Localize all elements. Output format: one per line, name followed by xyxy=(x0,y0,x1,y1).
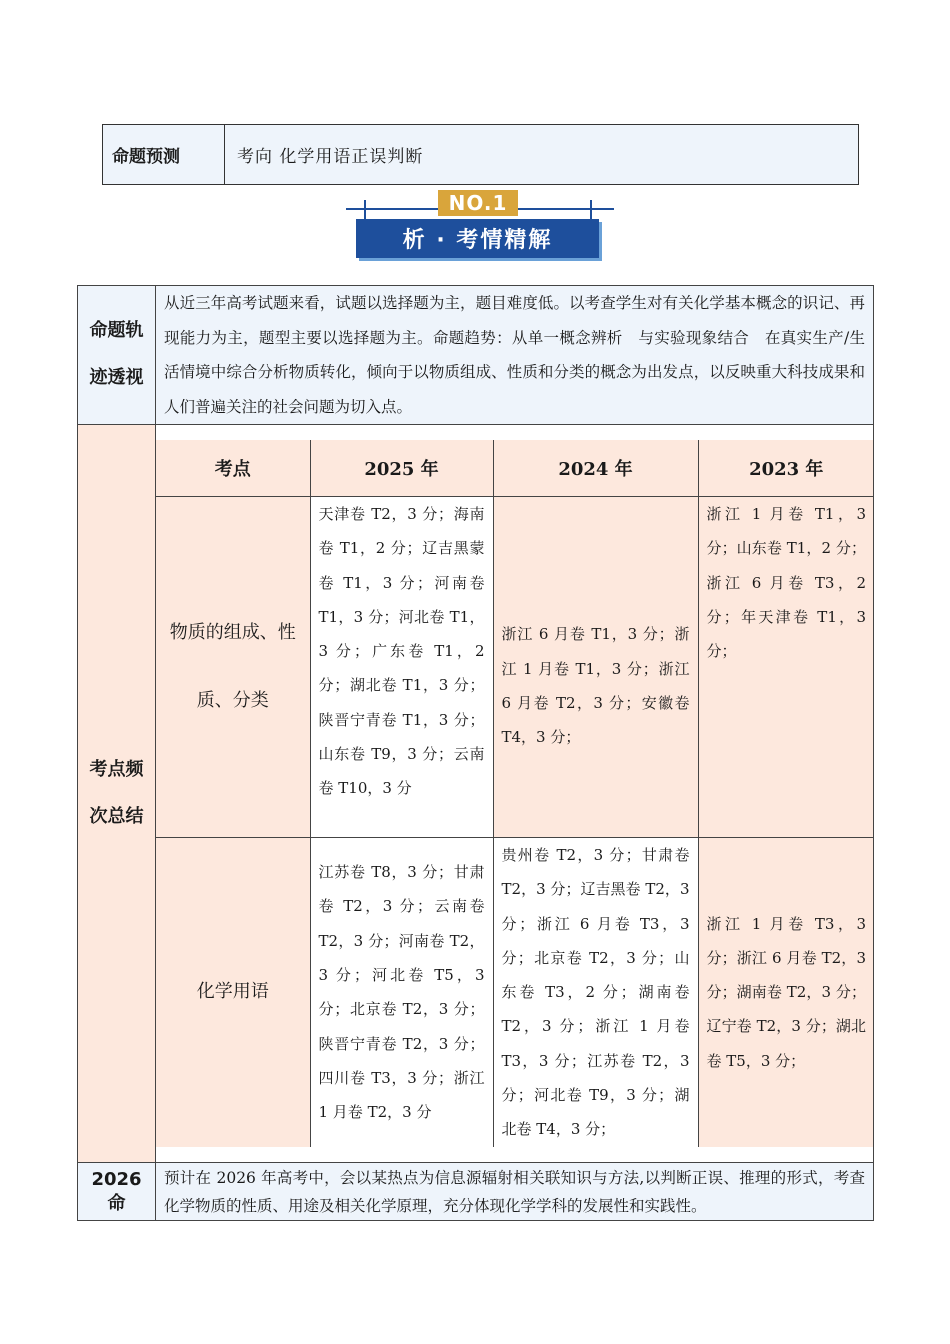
summary-table xyxy=(156,440,874,1146)
cell-2024: 贵州卷 T2，3 分；甘肃卷 T2，3 分；辽吉黑卷 T2，3 分；浙江 6 月卷 T3，3 分；北京卷 T2，3 分；山东卷 T3，2 分；湖南卷 T2，3 分；浙江 1 月卷 T3，3 分；江苏卷 T2，3 分；河北卷 T9，3 分；湖北卷 T4，3 分； xyxy=(493,837,698,1146)
banner-line-right xyxy=(590,200,592,220)
analysis-table xyxy=(77,285,874,1221)
summary-label: 考点频 次总结 xyxy=(78,425,156,1163)
cell-2023: 浙江 1 月卷 T3，3 分；浙江 6 月卷 T2，3 分；湖南卷 T2，3 分；辽宁卷 T2，3 分；湖北卷 T5，3 分； xyxy=(698,837,874,1146)
trajectory-label: 命题轨 迹透视 xyxy=(78,286,156,425)
forecast-label: 2026 命 xyxy=(78,1163,156,1221)
cell-2025: 天津卷 T2，3 分；海南卷 T1，2 分；辽吉黑蒙卷 T1，3 分；河南卷 T1，3 分；河北卷 T1，3 分；广东卷 T1，2 分；湖北卷 T1，3 分；陕晋宁青卷 T1，3 分；山东卷 T9，3 分；云南卷 T10，3 分 xyxy=(310,496,493,837)
section-banner xyxy=(346,186,614,260)
table-row xyxy=(156,837,874,1146)
header-2023: 2023 年 xyxy=(698,440,874,496)
banner-line-left xyxy=(364,200,366,220)
summary-header-row xyxy=(156,440,874,496)
header-2025: 2025 年 xyxy=(310,440,493,496)
cell-2025: 江苏卷 T8，3 分；甘肃卷 T2，3 分；云南卷 T2，3 分；河南卷 T2，3 分；河北卷 T5，3 分；北京卷 T2，3 分；陕晋宁青卷 T2，3 分；四川卷 T3，3 分；浙江 1 月卷 T2，3 分 xyxy=(310,837,493,1146)
banner-title: 析 · 考情精解 xyxy=(356,219,599,258)
summary-row xyxy=(78,425,874,1163)
header-2024: 2024 年 xyxy=(493,440,698,496)
header-topic: 考点 xyxy=(156,440,310,496)
banner-tag: NO.1 xyxy=(438,190,518,216)
prediction-label: 命题预测 xyxy=(103,125,225,184)
forecast-row xyxy=(78,1163,874,1221)
forecast-text: 预计在 2026 年高考中，会以某热点为信息源辐射相关联知识与方法,以判断正误、推理的形式，考查化学物质的性质、用途及相关化学原理，充分体现化学学科的发展性和实践性。 xyxy=(156,1163,874,1221)
topic-cell: 物质的组成、性 质、分类 xyxy=(156,496,310,837)
prediction-text: 考向 化学用语正误判断 xyxy=(237,147,424,167)
cell-2023: 浙江 1 月卷 T1，3 分；山东卷 T1，2 分；浙江 6 月卷 T3，2 分；年天津卷 T1，3 分； xyxy=(698,496,874,837)
prediction-bar xyxy=(102,124,859,185)
table-row xyxy=(156,496,874,837)
trajectory-text: 从近三年高考试题来看，试题以选择题为主，题目难度低。以考查学生对有关化学基本概念的识记、再现能力为主，题型主要以选择题为主。命题趋势：从单一概念辨析 与实验现象结合 在真实生产/生活情境中综合分析物质转化，倾向于以物质组成、性质和分类的概念为出发点，以反映重大科技成果和人们普遍关注的社会问题为切入点。 xyxy=(156,286,874,425)
cell-2024: 浙江 6 月卷 T1，3 分；浙江 1 月卷 T1，3 分；浙江 6 月卷 T2，3 分；安徽卷 T4，3 分； xyxy=(493,496,698,837)
trajectory-row xyxy=(78,286,874,425)
topic-cell: 化学用语 xyxy=(156,837,310,1146)
